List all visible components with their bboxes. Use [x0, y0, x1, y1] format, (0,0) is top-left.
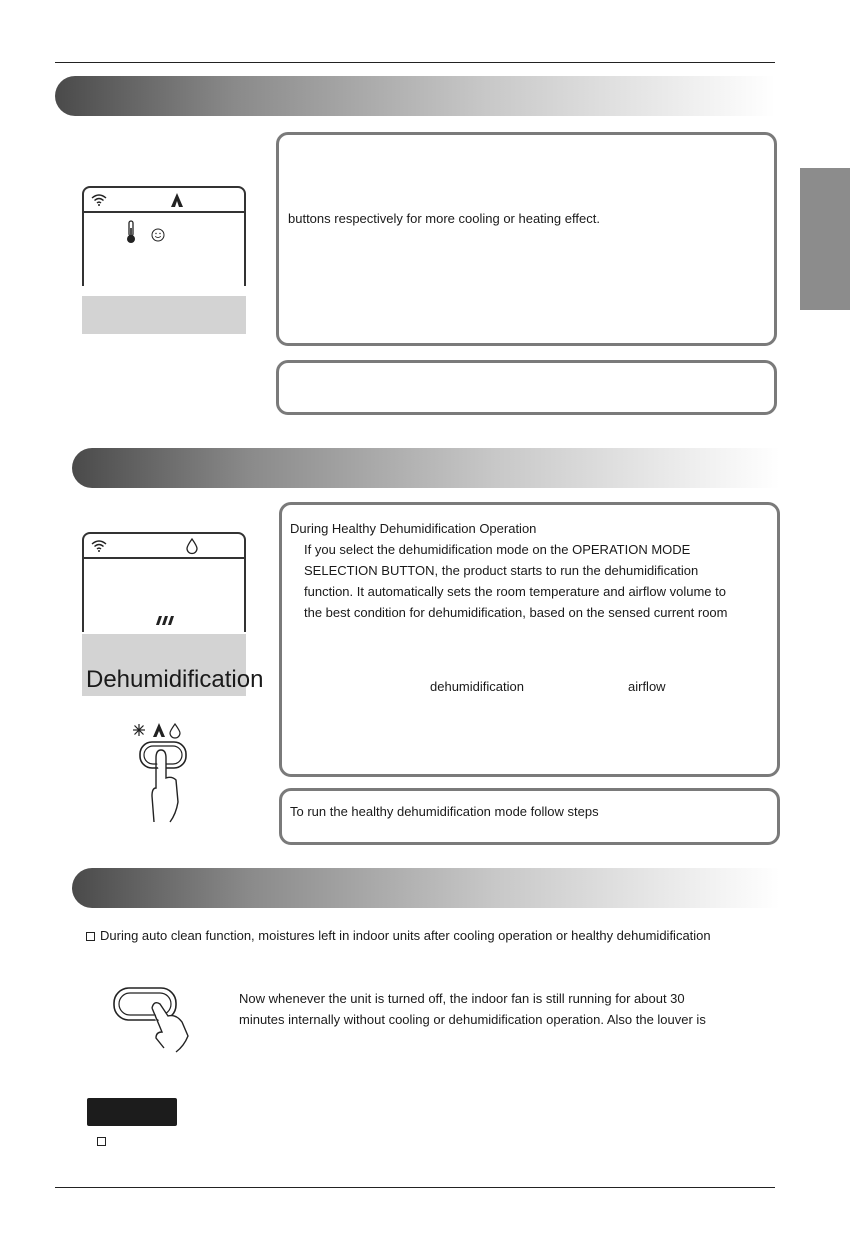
side-tab: [800, 168, 850, 310]
auto-clean-button-illustration[interactable]: [112, 986, 194, 1052]
mode-button-illustration[interactable]: [130, 722, 200, 822]
dehum-line-2: SELECTION BUTTON, the product starts to run the dehumidification: [304, 563, 699, 578]
checkbox-icon: [97, 1137, 106, 1146]
note-badge: [87, 1098, 177, 1126]
dehum-line-3: function. It automatically sets the room temperature and airflow volume to: [304, 584, 726, 599]
dehum-line-4: the best condition for dehumidification, based on the sensed current room: [304, 605, 728, 620]
info-box-4: [279, 788, 780, 845]
section-header-bar-3: [72, 868, 780, 908]
info-box-1-text: buttons respectively for more cooling or heating effect.: [288, 211, 600, 226]
dehum-steps-text: To run the healthy dehumidification mode follow steps: [290, 804, 599, 819]
top-rule: [55, 62, 775, 63]
mode-label-panel-1: [82, 296, 246, 334]
mode-label-panel-2: [82, 634, 264, 696]
snowflake-icon: [133, 724, 145, 736]
remote-display-1: [82, 186, 246, 286]
section-header-bar-2: [72, 448, 780, 488]
auto-clean-para-line-2: minutes internally without cooling or dehumidification operation. Also the louver is: [239, 1012, 706, 1027]
word-dehumidification: dehumidification: [430, 679, 524, 694]
info-box-2: [276, 360, 777, 415]
checkbox-icon: [86, 932, 95, 941]
info-box-3: [279, 502, 780, 777]
wifi-icon: [91, 540, 107, 552]
thermometer-icon: [125, 220, 137, 244]
drop-icon: [170, 724, 180, 738]
dehum-heading: During Healthy Dehumidification Operation: [290, 521, 537, 536]
section-header-bar-1: [55, 76, 775, 116]
remote-display-2: [82, 532, 246, 632]
auto-clean-para-line-1: Now whenever the unit is turned off, the indoor fan is still running for about 30: [239, 991, 685, 1006]
word-airflow: airflow: [628, 679, 666, 694]
fan-speed-icon: [154, 615, 176, 625]
bottom-rule: [55, 1187, 775, 1188]
dehum-line-1: If you select the dehumidification mode on the OPERATION MODE: [304, 542, 691, 557]
smiley-icon: [151, 228, 165, 242]
info-box-1: [276, 132, 777, 346]
cool-mode-icon: [153, 723, 165, 737]
drop-icon: [186, 538, 198, 554]
cool-mode-icon: [170, 192, 184, 208]
wifi-icon: [91, 194, 107, 206]
mode-label-dehumidification: Dehumidification: [86, 666, 264, 693]
auto-clean-intro: During auto clean function, moistures left in indoor units after cooling operation or healthy dehumidification: [100, 928, 711, 943]
